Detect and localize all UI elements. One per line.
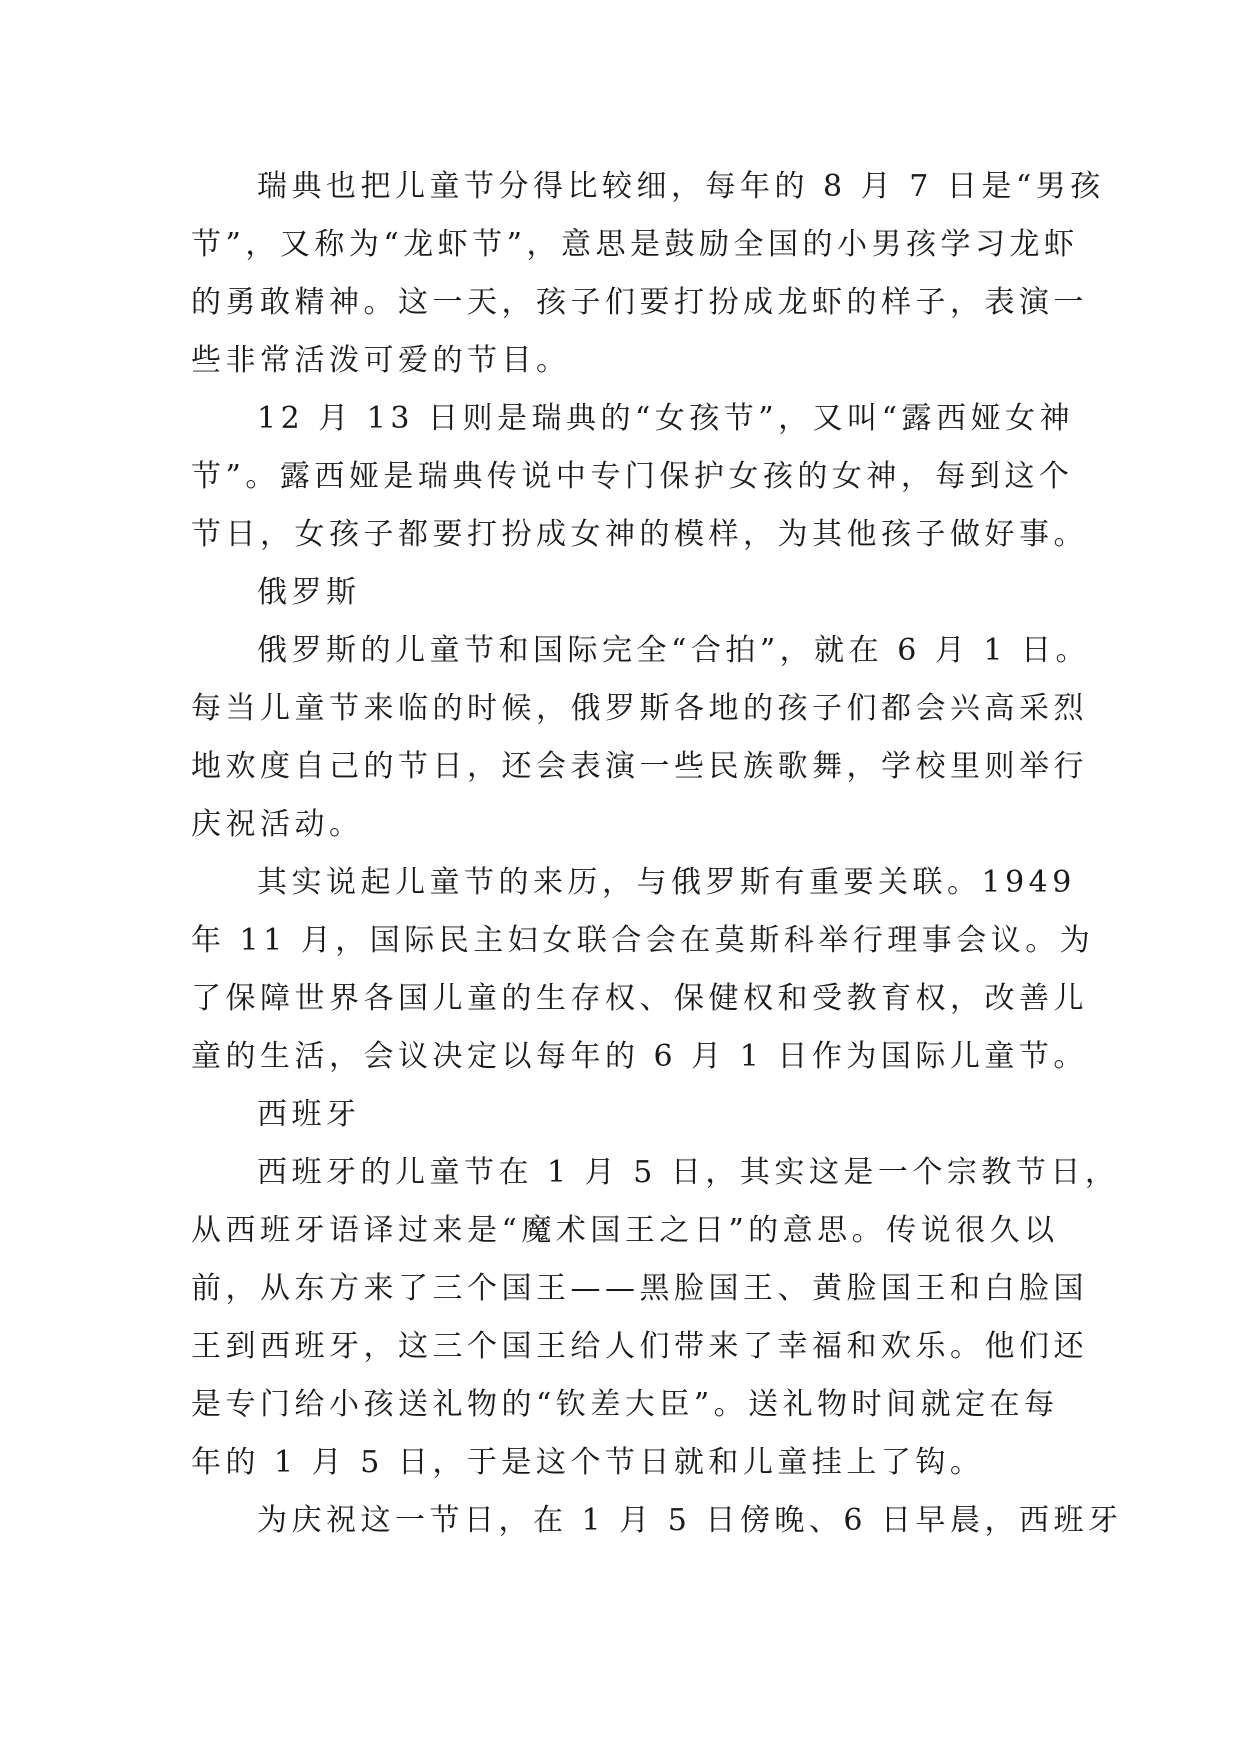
text-line: 是专门给小孩送礼物的“钦差大臣”。送礼物时间就定在每 <box>191 1387 1059 1422</box>
text-line: 的勇敢精神。这一天，孩子们要打扮成龙虾的样子，表演一 <box>191 285 1088 320</box>
text-line: 西班牙的儿童节在 1 月 5 日，其实这是一个宗教节日， <box>257 1155 1120 1190</box>
section-heading-spain: 西班牙 <box>257 1097 361 1132</box>
text-line: 前，从东方来了三个国王——黑脸国王、黄脸国王和白脸国 <box>191 1271 1088 1306</box>
text-line: 节日，女孩子都要打扮成女神的模样，为其他孩子做好事。 <box>191 517 1088 552</box>
text-line: 童的生活，会议决定以每年的 6 月 1 日作为国际儿童节。 <box>191 1039 1088 1074</box>
text-line: 些非常活泼可爱的节目。 <box>191 343 571 378</box>
text-line: 地欢度自己的节日，还会表演一些民族歌舞，学校里则举行 <box>191 749 1088 784</box>
text-line: 其实说起儿童节的来历，与俄罗斯有重要关联。1949 <box>257 865 1076 900</box>
text-line: 年的 1 月 5 日，于是这个节日就和儿童挂上了钩。 <box>191 1445 985 1480</box>
text-line: 节”。露西娅是瑞典传说中专门保护女孩的女神，每到这个 <box>191 459 1074 494</box>
text-line: 瑞典也把儿童节分得比较细，每年的 8 月 7 日是“男孩 <box>257 169 1105 204</box>
text-line: 12 月 13 日则是瑞典的“女孩节”，又叫“露西娅女神 <box>257 401 1074 436</box>
text-line: 庆祝活动。 <box>191 807 364 842</box>
text-line: 了保障世界各国儿童的生存权、保健权和受教育权，改善儿 <box>191 981 1088 1016</box>
text-line: 王到西班牙，这三个国王给人们带来了幸福和欢乐。他们还 <box>191 1329 1088 1364</box>
text-line: 节”，又称为“龙虾节”，意思是鼓励全国的小男孩学习龙虾 <box>191 227 1079 262</box>
document-body <box>191 158 1123 1550</box>
text-line: 每当儿童节来临的时候，俄罗斯各地的孩子们都会兴高采烈 <box>191 691 1088 726</box>
text-line: 从西班牙语译过来是“魔术国王之日”的意思。传说很久以 <box>191 1213 1059 1248</box>
text-line: 俄罗斯的儿童节和国际完全“合拍”，就在 6 月 1 日。 <box>257 633 1090 668</box>
text-line: 年 11 月，国际民主妇女联合会在莫斯科举行理事会议。为 <box>191 923 1095 958</box>
text-line: 为庆祝这一节日，在 1 月 5 日傍晚、6 日早晨，西班牙 <box>257 1503 1123 1538</box>
section-heading-russia: 俄罗斯 <box>257 575 361 610</box>
